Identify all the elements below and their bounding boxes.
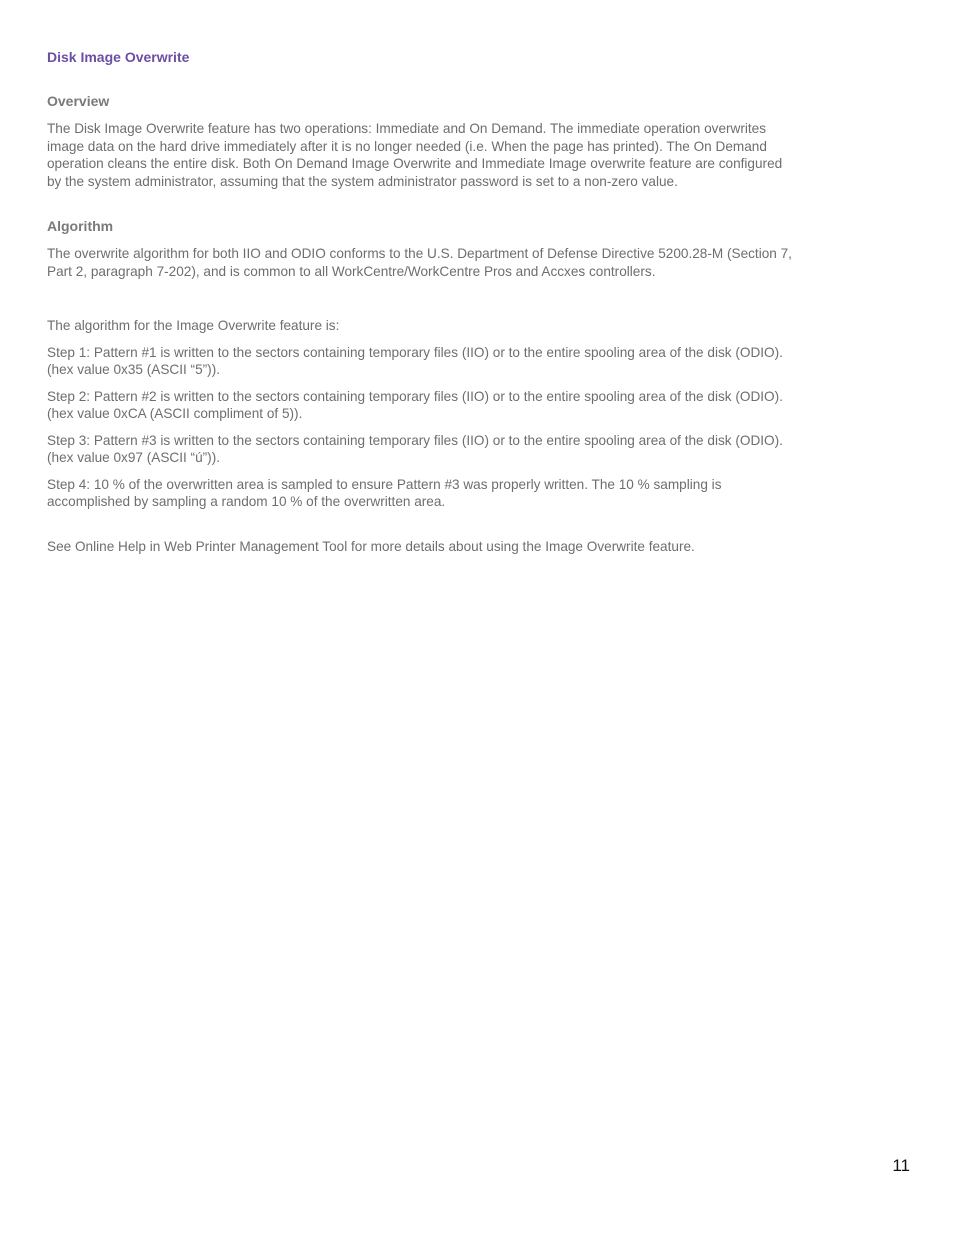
algorithm-step: Step 2: Pattern #2 is written to the sectors containing temporary files (IIO) or to the entire spooling area of the disk (ODIO). (hex value 0xCA (ASCII compliment of 5)).	[47, 388, 783, 421]
algorithm-step: Step 3: Pattern #3 is written to the sectors containing temporary files (IIO) or to the entire spooling area of the disk (ODIO). (hex value 0x97 (ASCII “ú”)).	[47, 432, 783, 465]
overview-heading: Overview	[47, 93, 110, 109]
help-note: See Online Help in Web Printer Management Tool for more details about using the Image Overwrite feature.	[47, 538, 695, 554]
algorithm-intro: The algorithm for the Image Overwrite feature is:	[47, 318, 340, 333]
algorithm-step: Step 1: Pattern #1 is written to the sectors containing temporary files (IIO) or to the entire spooling area of the disk (ODIO). (hex value 0x35 (ASCII “5”)).	[47, 344, 783, 377]
overview-paragraph: The Disk Image Overwrite feature has two operations: Immediate and On Demand. The immediate operation overwrites image data on the hard drive immediately after it is no longer needed (i.e. When the page has printed). The On Demand operation cleans the entire disk. Both On Demand Image Overwrite and Immediate Image overwrite feature are configured by the system administrator, assuming that the system administrator password is set to a non-zero value.	[47, 121, 783, 189]
document-title: Disk Image Overwrite	[47, 49, 190, 65]
algorithm-step: Step 4: 10 % of the overwritten area is sampled to ensure Pattern #3 was properly written. The 10 % sampling is accomplished by sampling a random 10 % of the overwritten area.	[47, 476, 722, 509]
algorithm-paragraph: The overwrite algorithm for both IIO and ODIO conforms to the U.S. Department of Defense Directive 5200.28-M (Section 7, Part 2, paragraph 7-202), and is common to all WorkCentre/WorkCentre Pros and Accxes controllers.	[47, 246, 792, 279]
algorithm-heading: Algorithm	[47, 218, 114, 234]
page-number: 11	[892, 1156, 910, 1175]
document-page	[47, 48, 797, 555]
